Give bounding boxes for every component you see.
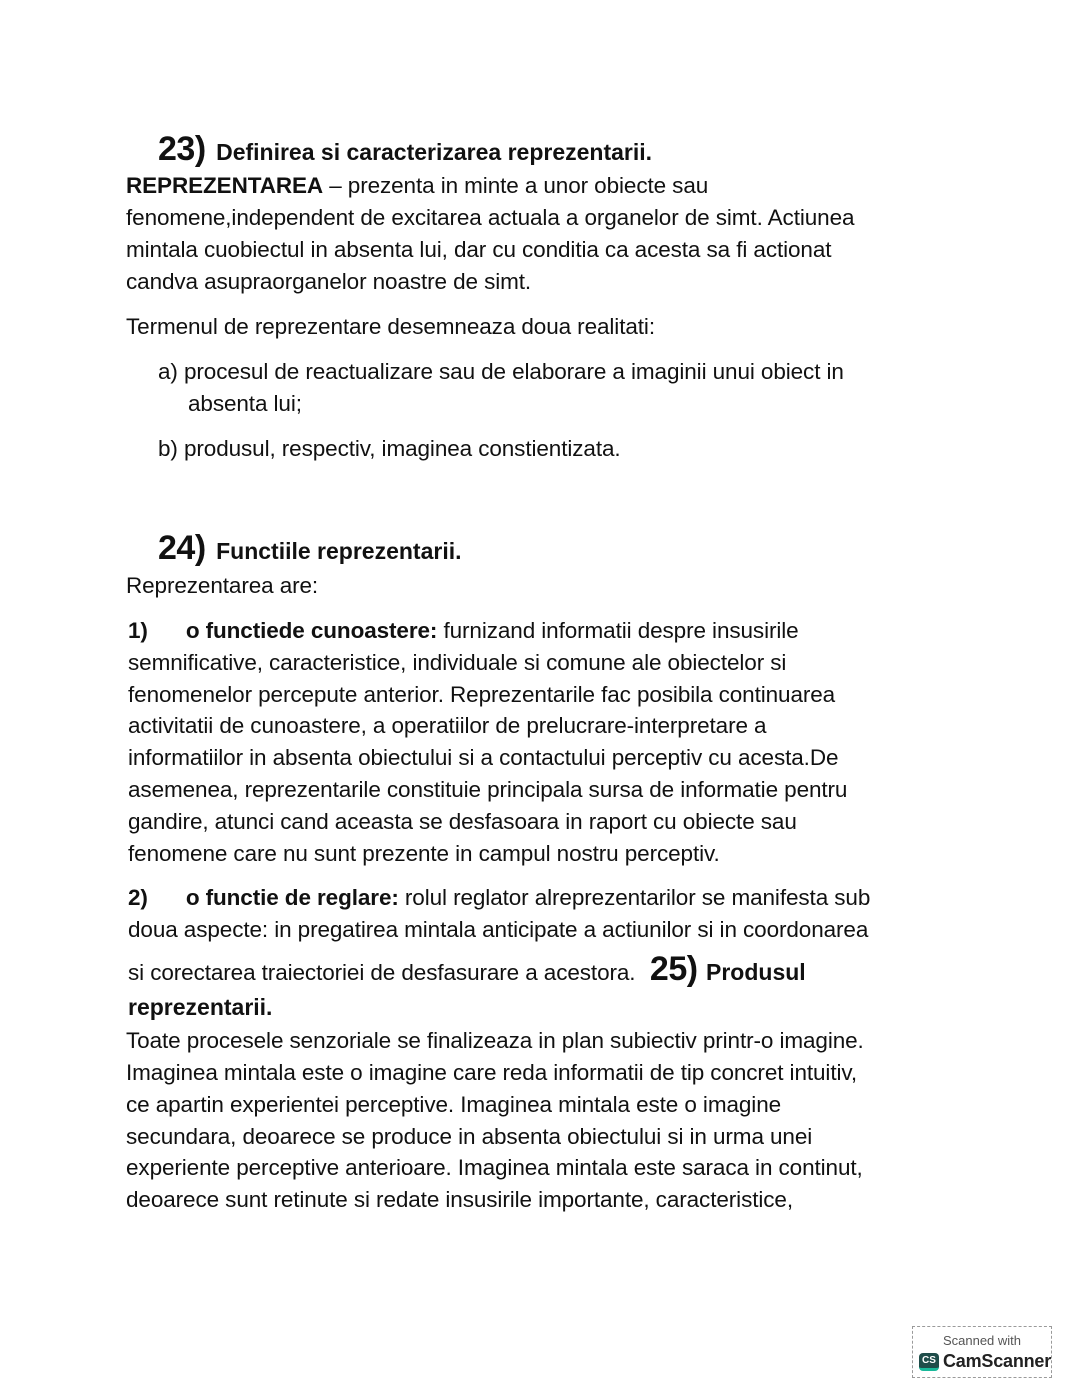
function-label: o functiede cunoastere: <box>185 618 438 643</box>
section-title: Functiile reprezentarii. <box>216 538 462 564</box>
definition-text: – prezenta in minte a unor obiecte sau <box>323 173 709 198</box>
paragraph-line: fenomene,independent de excitarea actuala a organelor de simt. Actiunea <box>126 205 855 230</box>
section-number: 23) <box>158 130 206 168</box>
section-24-heading <box>158 529 462 568</box>
list-text: procesul de reactualizare sau de elaborare a imaginii unui obiect in <box>183 359 844 384</box>
camscanner-logo-icon: CS <box>919 1353 939 1371</box>
section-23-heading <box>158 130 652 169</box>
paragraph-line: semnificative, caracteristice, individuale si comune ale obiectelor si <box>128 650 787 675</box>
function-marker: 2) <box>128 885 148 910</box>
list-item-a-cont: absenta lui; <box>188 391 302 416</box>
paragraph-line: Imaginea mintala este o imagine care reda informatii de tip concret intuitiv, <box>126 1060 857 1085</box>
section-25-number: 25) <box>649 950 698 988</box>
paragraph-line: fenomene care nu sunt prezente in campul nostru perceptiv. <box>128 841 720 866</box>
paragraph-line: Toate procesele senzoriale se finalizeaza in plan subiectiv printr-o imagine. <box>126 1028 864 1053</box>
paragraph-line: mintala cuobiectul in absenta lui, dar cu conditia ca acesta sa fi actionat <box>126 237 832 262</box>
list-text: produsul, respectiv, imaginea constientizata. <box>183 436 621 461</box>
function-1 <box>128 618 799 644</box>
term-intro: Termenul de reprezentare desemneaza doua realitati: <box>126 314 655 339</box>
list-marker: a) <box>158 359 178 384</box>
paragraph-line: deoarece sunt retinute si redate insusirile importante, caracteristice, <box>126 1187 793 1212</box>
paragraph-line: ce apartin experientei perceptive. Imaginea mintala este o imagine <box>126 1092 782 1117</box>
section-25-title: Produsul <box>706 959 806 985</box>
function-text: furnizand informatii despre insusirile <box>437 618 799 643</box>
list-item-a <box>158 359 844 385</box>
list-item-b <box>158 436 621 462</box>
function-marker: 1) <box>128 618 148 643</box>
paragraph-line: fenomenelor percepute anterior. Reprezentarile fac posibila continuarea <box>128 682 836 707</box>
paragraph-line: activitatii de cunoastere, a operatiilor de prelucrare-interpretare a <box>128 713 767 738</box>
function-2 <box>128 885 870 911</box>
definition-term: REPREZENTAREA <box>126 173 324 198</box>
paragraph-line: experiente perceptive anterioare. Imaginea mintala este saraca in continut, <box>126 1155 863 1180</box>
function-2-last-line-with-section-25 <box>128 950 806 989</box>
list-marker: b) <box>158 436 178 461</box>
scanned-with-label: Scanned with <box>942 1333 1022 1348</box>
paragraph-line: gandire, atunci cand aceasta se desfasoara in raport cu obiecte sau <box>128 809 797 834</box>
section-25-title-cont: reprezentarii. <box>128 994 273 1020</box>
camscanner-watermark <box>912 1326 1052 1378</box>
function-label: o functie de reglare: <box>185 885 399 910</box>
paragraph-line: doua aspecte: in pregatirea mintala anticipate a actiunilor si in coordonarea <box>128 917 869 942</box>
function-text: rolul reglator alreprezentarilor se manifesta sub <box>398 885 871 910</box>
camscanner-brand: CamScanner <box>943 1351 1052 1371</box>
section-intro: Reprezentarea are: <box>126 573 319 598</box>
paragraph-line: informatiilor in absenta obiectului si a contactului perceptiv cu acesta.De <box>128 745 839 770</box>
definition-line <box>126 173 708 199</box>
section-title: Definirea si caracterizarea reprezentarii. <box>216 139 653 165</box>
section-number: 24) <box>158 529 206 567</box>
paragraph-line: candva asupraorganelor noastre de simt. <box>126 269 532 294</box>
paragraph-line: secundara, deoarece se produce in absenta obiectului si in urma unei <box>126 1124 813 1149</box>
paragraph-line: si corectarea traiectoriei de desfasurare a acestora. <box>128 960 636 985</box>
paragraph-line: asemenea, reprezentarile constituie principala sursa de informatie pentru <box>128 777 848 802</box>
